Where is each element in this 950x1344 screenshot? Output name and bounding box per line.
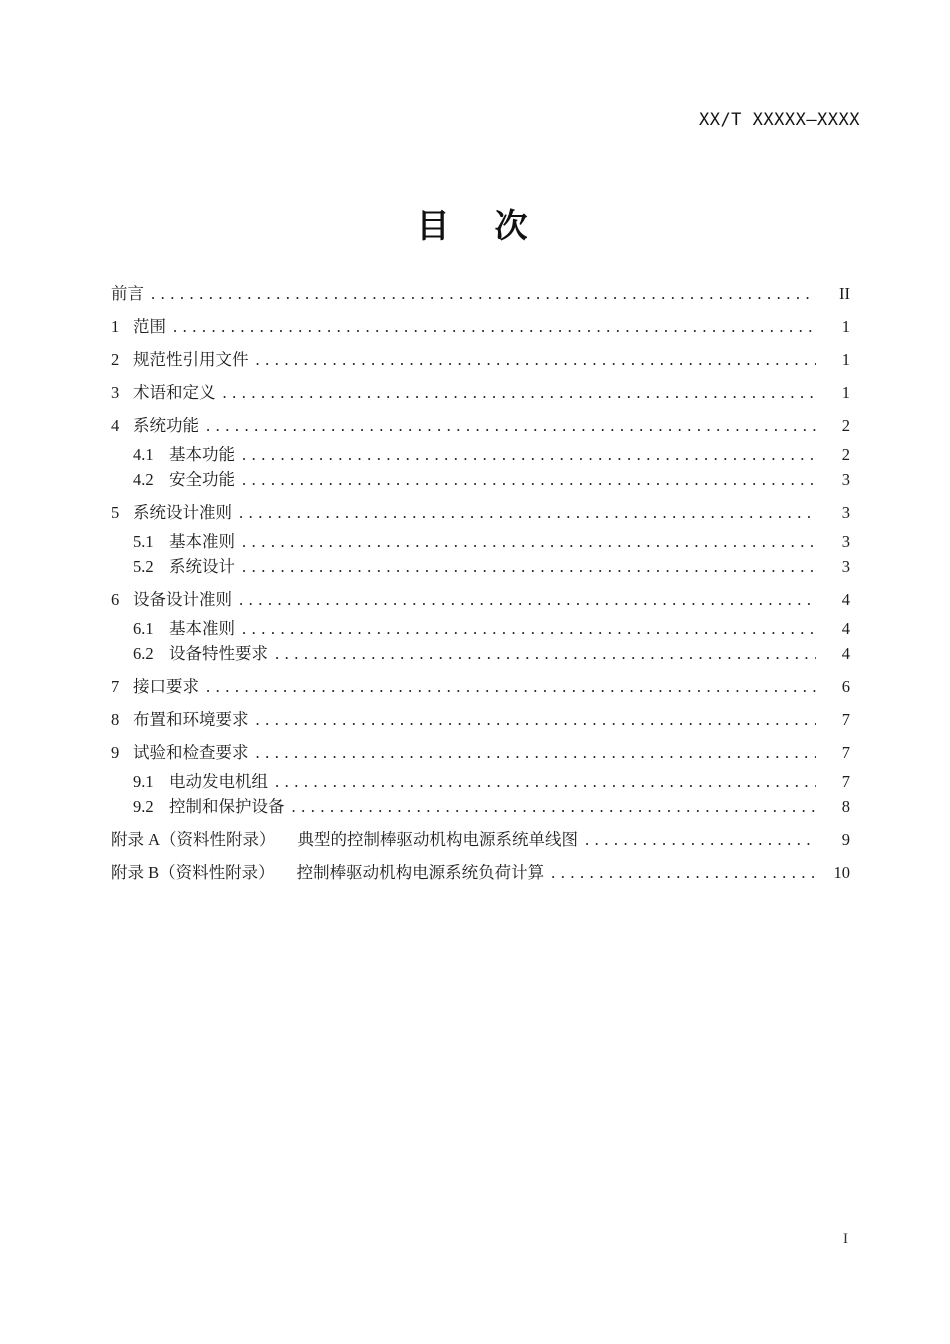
toc-entry[interactable] [111, 532, 850, 552]
toc-page-number: II [839, 284, 850, 303]
dot-leader [151, 284, 816, 304]
toc-entry-label: 设备设计准则 [133, 590, 232, 609]
dot-leader [256, 350, 817, 370]
toc-entry-label: 试验和检查要求 [133, 743, 249, 762]
toc-entry-label: 安全功能 [169, 470, 235, 489]
toc-entry-label: 控制和保护设备 [169, 797, 285, 816]
toc-entry[interactable] [111, 772, 850, 792]
toc-entry[interactable] [111, 743, 850, 763]
toc-entry[interactable] [111, 416, 850, 436]
dot-leader [275, 644, 816, 664]
dot-leader [256, 743, 817, 763]
toc-entry[interactable] [111, 619, 850, 639]
table-of-contents [111, 284, 850, 883]
dot-leader [242, 532, 816, 552]
dot-leader [223, 383, 817, 403]
toc-entry-number: 7 [111, 677, 120, 696]
dot-leader [206, 416, 816, 436]
toc-page-number: 10 [833, 863, 850, 882]
toc-entry-label: 布置和环境要求 [133, 710, 249, 729]
toc-entry[interactable] [111, 470, 850, 490]
toc-entry-label: 系统功能 [133, 416, 199, 435]
dot-leader [242, 619, 816, 639]
toc-page-number: 3 [841, 557, 850, 576]
dot-leader [585, 830, 816, 850]
toc-page-number: 1 [841, 350, 850, 369]
dot-leader [242, 445, 816, 465]
toc-entry-number: 3 [111, 383, 120, 402]
toc-entry[interactable] [111, 590, 850, 610]
toc-entry-label: 基本准则 [169, 532, 235, 551]
toc-page-number: 3 [841, 532, 850, 551]
toc-page-number: 7 [841, 772, 850, 791]
toc-entry-label: 术语和定义 [133, 383, 216, 402]
dot-leader [239, 503, 816, 523]
toc-entry-number: 5.2 [133, 557, 154, 576]
toc-entry-label: 规范性引用文件 [133, 350, 249, 369]
toc-page-number: 2 [841, 416, 850, 435]
toc-entry-label: 范围 [133, 317, 166, 336]
toc-entry-label: 控制棒驱动机构电源系统负荷计算 [296, 863, 545, 882]
dot-leader [256, 710, 817, 730]
dot-leader [206, 677, 816, 697]
toc-entry-number: 6 [111, 590, 120, 609]
toc-entry-label: 设备特性要求 [169, 644, 268, 663]
footer-page-number: I [843, 1231, 848, 1247]
toc-entry-number: 4.1 [133, 445, 154, 464]
standard-number: XX/T XXXXX—XXXX [698, 110, 860, 130]
toc-entry-number: 4 [111, 416, 120, 435]
dot-leader [551, 863, 816, 883]
toc-entry-number: 6.2 [133, 644, 154, 663]
toc-entry[interactable] [111, 317, 850, 337]
toc-entry-number: 1 [111, 317, 120, 336]
toc-entry-number: 5 [111, 503, 120, 522]
dot-leader [242, 470, 816, 490]
dot-leader [239, 590, 816, 610]
toc-page-number: 9 [841, 830, 850, 849]
toc-entry[interactable] [111, 350, 850, 370]
dot-leader [275, 772, 816, 792]
toc-entry-label: 系统设计准则 [133, 503, 232, 522]
toc-entry-label: 基本功能 [169, 445, 235, 464]
dot-leader [242, 557, 816, 577]
toc-page-number: 8 [841, 797, 850, 816]
toc-entry[interactable] [111, 710, 850, 730]
toc-page-number: 4 [841, 619, 850, 638]
toc-entry[interactable] [111, 644, 850, 664]
dot-leader [173, 317, 816, 337]
toc-page-number: 4 [841, 590, 850, 609]
toc-entry-number: 附录 A（资料性附录） [111, 830, 276, 849]
toc-entry[interactable] [111, 383, 850, 403]
toc-entry-number: 4.2 [133, 470, 154, 489]
toc-entry-appendix[interactable] [111, 830, 850, 850]
toc-page-number: 3 [841, 470, 850, 489]
page-title: 目 次 [416, 207, 534, 244]
toc-entry[interactable] [111, 445, 850, 465]
toc-page-number: 1 [841, 317, 850, 336]
toc-entry-label: 典型的控制棒驱动机构电源系统单线图 [297, 830, 579, 849]
toc-entry[interactable] [111, 557, 850, 577]
toc-entry-label: 前言 [111, 284, 144, 303]
toc-entry-number: 8 [111, 710, 120, 729]
toc-entry[interactable] [111, 503, 850, 523]
dot-leader [292, 797, 817, 817]
toc-page-number: 6 [841, 677, 850, 696]
toc-page-number: 7 [841, 743, 850, 762]
toc-entry[interactable] [111, 677, 850, 697]
toc-entry-number: 6.1 [133, 619, 154, 638]
toc-entry-label: 电动发电机组 [169, 772, 268, 791]
toc-page-number: 1 [841, 383, 850, 402]
toc-entry-number: 9.1 [133, 772, 154, 791]
toc-page-number: 4 [841, 644, 850, 663]
toc-entry[interactable] [111, 284, 850, 304]
toc-entry[interactable] [111, 797, 850, 817]
toc-entry-label: 基本准则 [169, 619, 235, 638]
toc-entry-number: 9.2 [133, 797, 154, 816]
toc-page-number: 3 [841, 503, 850, 522]
toc-page-number: 7 [841, 710, 850, 729]
toc-entry-appendix[interactable] [111, 863, 850, 883]
toc-page-number: 2 [841, 445, 850, 464]
toc-entry-number: 附录 B（资料性附录） [111, 863, 275, 882]
toc-entry-number: 9 [111, 743, 120, 762]
toc-entry-label: 系统设计 [169, 557, 235, 576]
toc-entry-number: 5.1 [133, 532, 154, 551]
toc-entry-label: 接口要求 [133, 677, 199, 696]
toc-entry-number: 2 [111, 350, 120, 369]
